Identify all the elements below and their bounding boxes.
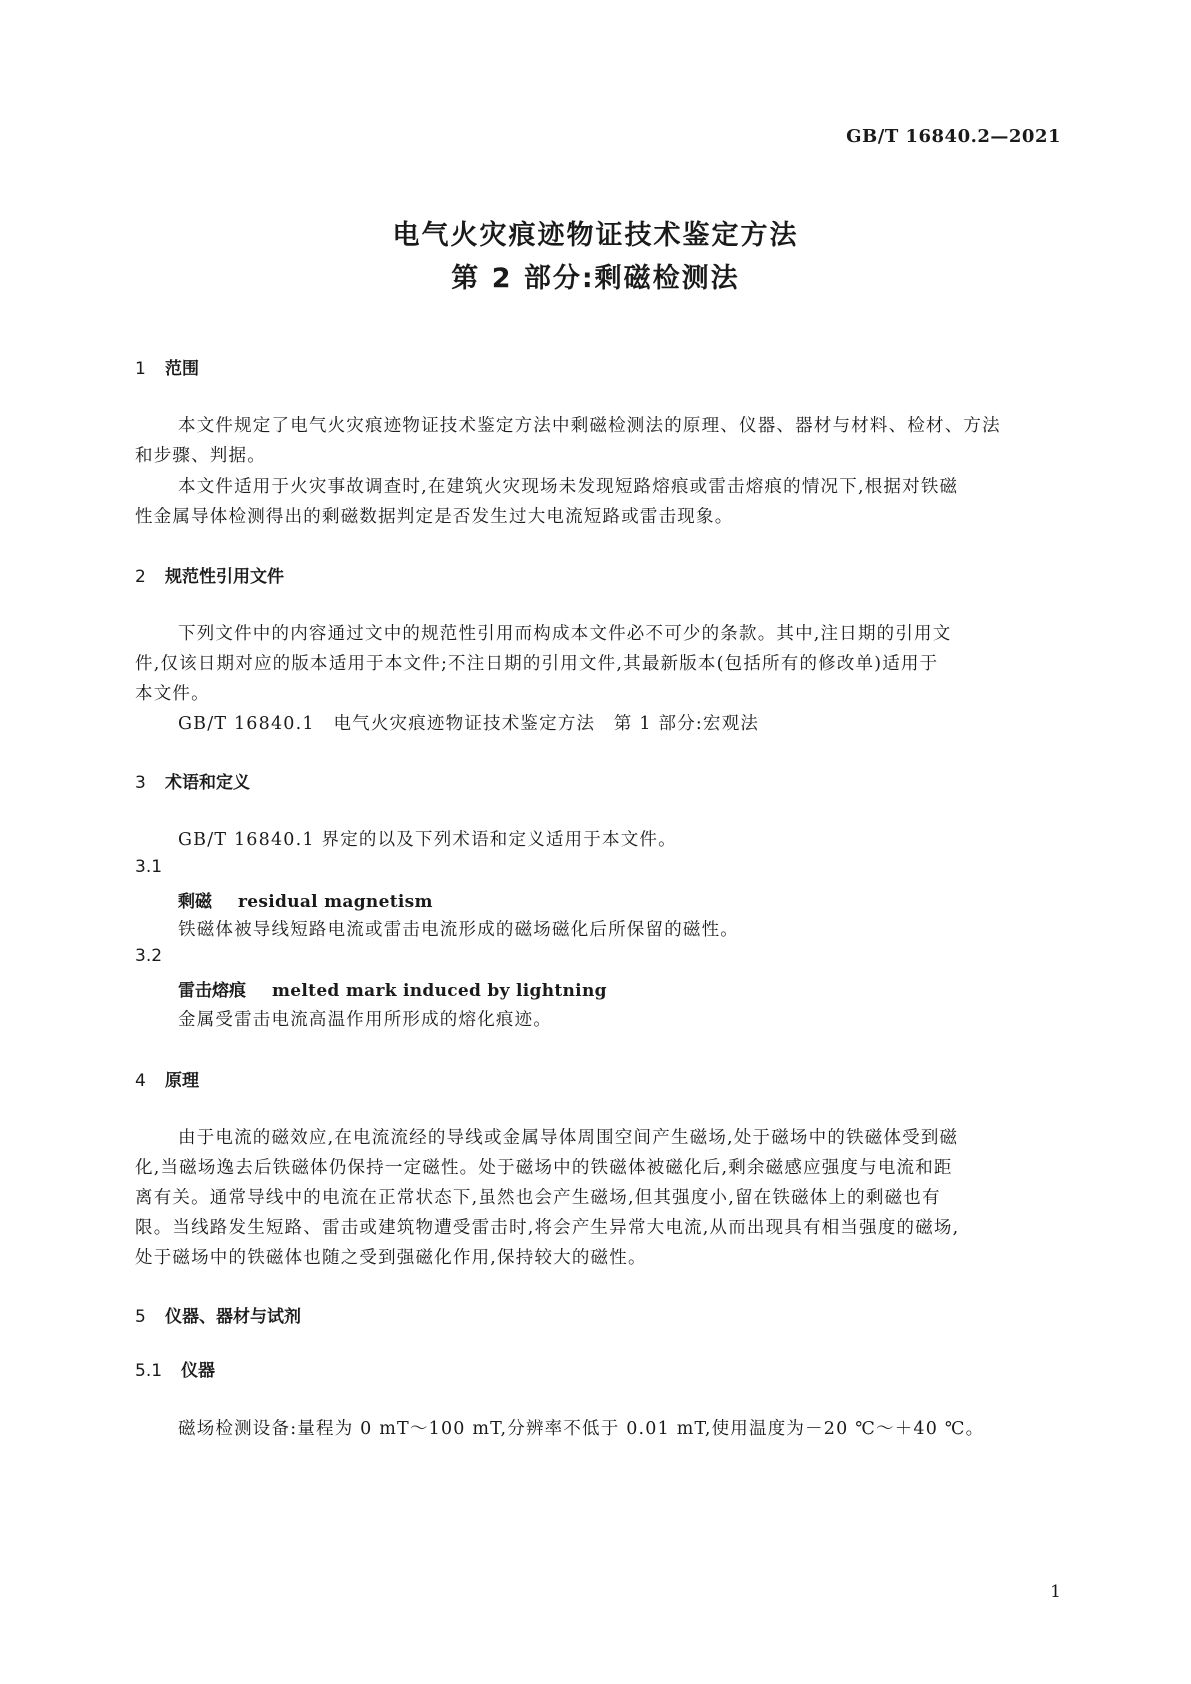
paragraph-line: 磁场检测设备:量程为 0 mT～100 mT,分辨率不低于 0.01 mT,使用温度为－20 ℃～＋40 ℃。 <box>178 1419 985 1439</box>
term-definition: 铁磁体被导线短路电流或雷击电流形成的磁场磁化后所保留的磁性。 <box>178 920 739 940</box>
paragraph-line: 下列文件中的内容通过文中的规范性引用而构成本文件必不可少的条款。其中,注日期的引用文 <box>178 624 952 644</box>
section-5-heading <box>135 1302 301 1327</box>
paragraph-line: 本文件规定了电气火灾痕迹物证技术鉴定方法中剩磁检测法的原理、仪器、器材与材料、检材、方法 <box>178 416 1001 436</box>
section-4-heading <box>135 1066 199 1091</box>
section-number: 3 <box>135 773 146 793</box>
term-entry <box>178 887 433 912</box>
section-2-heading <box>135 562 284 587</box>
standard-number: GB/T 16840.2—2021 <box>846 126 1061 147</box>
paragraph-line: 限。当线路发生短路、雷击或建筑物遭受雷击时,将会产生异常大电流,从而出现具有相当强度的磁场, <box>135 1218 960 1238</box>
paragraph-line: 和步骤、判据。 <box>135 446 266 466</box>
paragraph-line: 本文件适用于火灾事故调查时,在建筑火灾现场未发现短路熔痕或雷击熔痕的情况下,根据对铁磁 <box>178 477 959 497</box>
section-title: 术语和定义 <box>165 773 250 793</box>
paragraph-line: 处于磁场中的铁磁体也随之受到强磁化作用,保持较大的磁性。 <box>135 1248 647 1268</box>
paragraph-line: GB/T 16840.1 界定的以及下列术语和定义适用于本文件。 <box>178 830 677 850</box>
section-title: 范围 <box>165 359 199 379</box>
section-3-heading <box>135 768 250 793</box>
paragraph-line: 件,仅该日期对应的版本适用于本文件;不注日期的引用文件,其最新版本(包括所有的修改单)适用于 <box>135 654 939 674</box>
section-number: 5 <box>135 1307 146 1327</box>
term-number: 3.1 <box>135 857 163 877</box>
term-zh: 剩磁 <box>178 892 212 912</box>
paragraph-line: 本文件。 <box>135 684 210 704</box>
normative-reference: GB/T 16840.1 电气火灾痕迹物证技术鉴定方法 第 1 部分:宏观法 <box>178 714 760 734</box>
section-title: 原理 <box>165 1071 199 1091</box>
subsection-5-1-heading <box>135 1356 215 1381</box>
section-title: 仪器、器材与试剂 <box>165 1307 301 1327</box>
section-number: 4 <box>135 1071 146 1091</box>
section-number: 2 <box>135 567 146 587</box>
paragraph-line: 由于电流的磁效应,在电流流经的导线或金属导体周围空间产生磁场,处于磁场中的铁磁体受到磁 <box>178 1128 959 1148</box>
term-entry <box>178 976 607 1001</box>
paragraph-line: 性金属导体检测得出的剩磁数据判定是否发生过大电流短路或雷击现象。 <box>135 507 734 527</box>
paragraph-line: 离有关。通常导线中的电流在正常状态下,虽然也会产生磁场,但其强度小,留在铁磁体上的剩磁也有 <box>135 1188 941 1208</box>
document-title: 电气火灾痕迹物证技术鉴定方法 <box>392 220 799 251</box>
section-title: 规范性引用文件 <box>165 567 284 587</box>
page-number: 1 <box>1050 1582 1061 1602</box>
term-number: 3.2 <box>135 946 163 966</box>
term-en: melted mark induced by lightning <box>272 981 607 1001</box>
document-subtitle: 第 2 部分:剩磁检测法 <box>451 263 740 294</box>
section-1-heading <box>135 354 199 379</box>
subsection-title: 仪器 <box>181 1361 215 1381</box>
paragraph-line: 化,当磁场逸去后铁磁体仍保持一定磁性。处于磁场中的铁磁体被磁化后,剩余磁感应强度与电流和距 <box>135 1158 953 1178</box>
term-zh: 雷击熔痕 <box>178 981 246 1001</box>
term-en: residual magnetism <box>238 892 433 912</box>
section-number: 1 <box>135 359 146 379</box>
subsection-number: 5.1 <box>135 1361 163 1381</box>
term-definition: 金属受雷击电流高温作用所形成的熔化痕迹。 <box>178 1010 552 1030</box>
